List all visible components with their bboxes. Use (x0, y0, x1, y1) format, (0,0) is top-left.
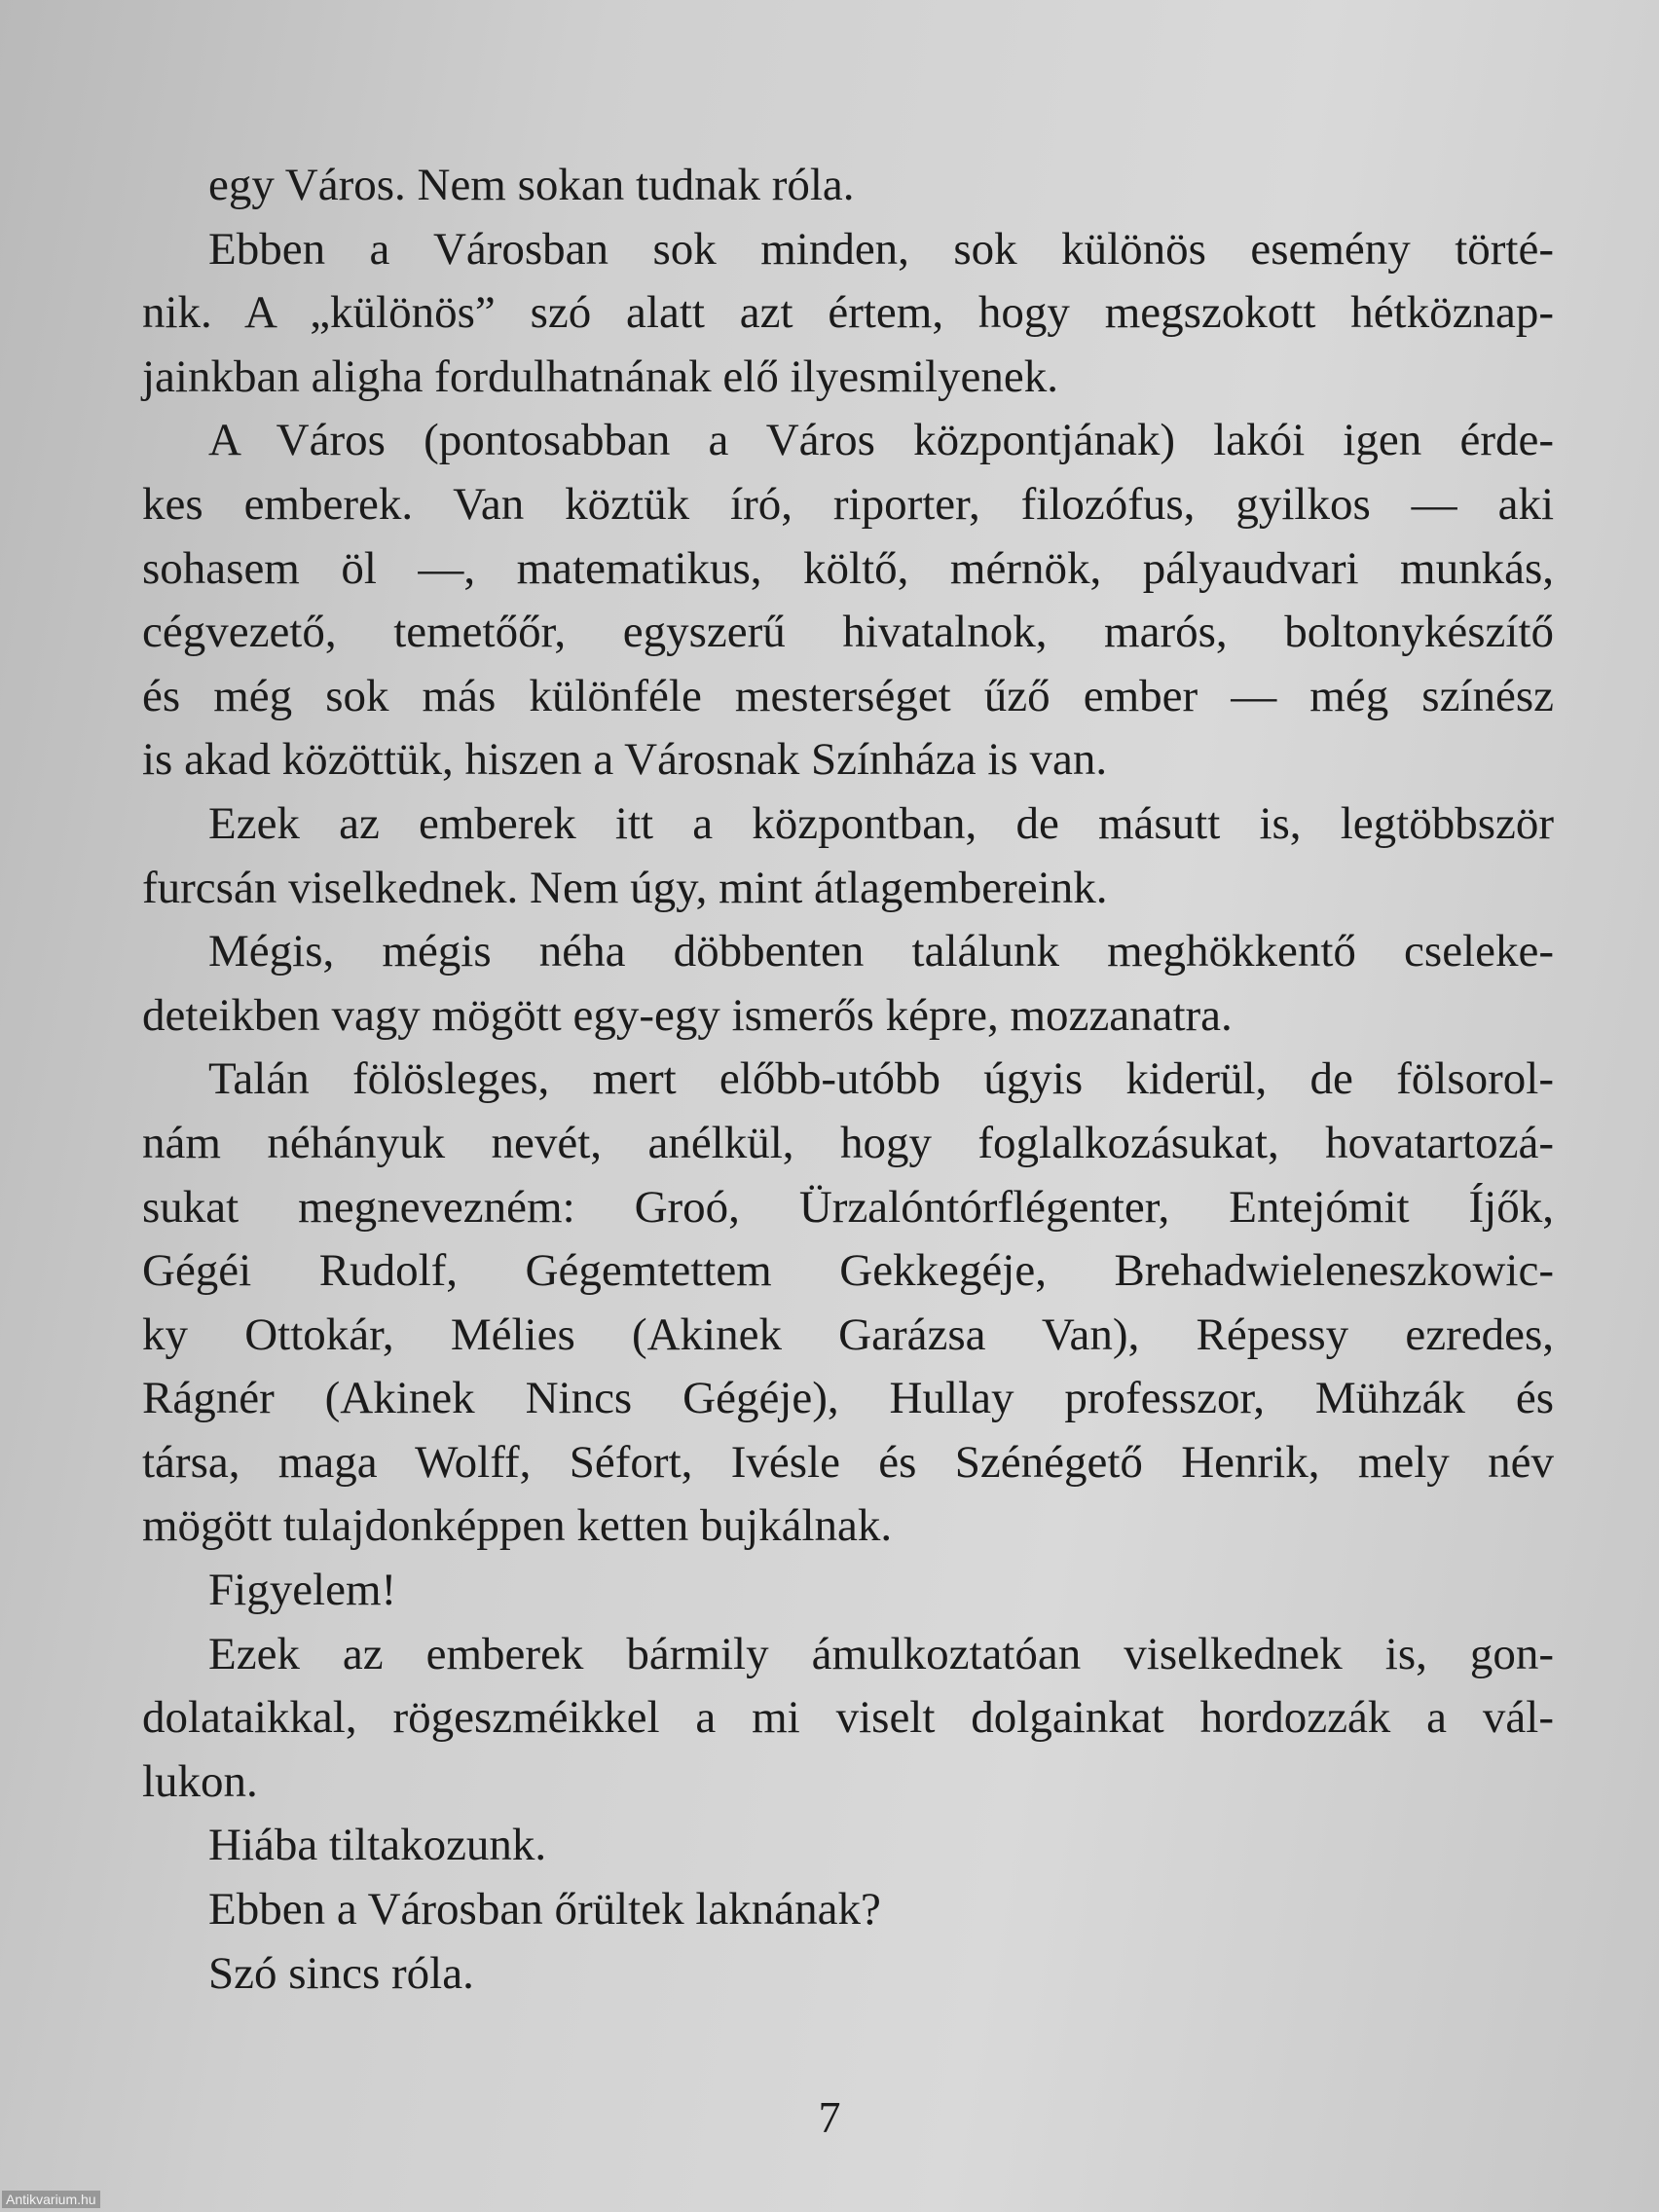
text-line: és még sok más különféle mesterséget űző ember — még színész (142, 670, 1554, 721)
text-line: deteikben vagy mögött egy-egy ismerős képre, mozzanatra. (142, 989, 1233, 1041)
body-text (142, 154, 1554, 2006)
text-line: Ebben a Városban sok minden, sok különös esemény törté- (208, 223, 1554, 275)
text-line: Ezek az emberek bármily ámulkoztatóan viselkednek is, gon- (208, 1628, 1554, 1679)
text-line: lukon. (142, 1755, 258, 1807)
text-line: nám néhányuk nevét, anélkül, hogy foglalkozásukat, hovatartozá- (142, 1117, 1554, 1168)
text-line: sohasem öl —, matematikus, költő, mérnök, pályaudvari munkás, (142, 542, 1554, 594)
text-line: jainkban aligha fordulhatnának elő ilyesmilyenek. (142, 350, 1059, 402)
text-line: dolataikkal, rögeszméikkel a mi viselt dolgainkat hordozzák a vál- (142, 1692, 1554, 1744)
text-line: nik. A „különös” szó alatt azt értem, hogy megszokott hétköznap- (142, 287, 1554, 339)
text-line: A Város (pontosabban a Város központjának) lakói igen érde- (208, 415, 1554, 466)
text-line: Rágnér (Akinek Nincs Gégéje), Hullay professzor, Mühzák és (142, 1373, 1554, 1424)
text-line: Ebben a Városban őrültek laknának? (208, 1884, 881, 1936)
text-line: furcsán viselkednek. Nem úgy, mint átlagembereink. (142, 862, 1108, 913)
text-line: Figyelem! (208, 1565, 397, 1616)
text-line: kes emberek. Van köztük író, riporter, filozófus, gyilkos — aki (142, 478, 1554, 530)
page-number: 7 (818, 2092, 841, 2142)
text-line: cégvezető, temetőőr, egyszerű hivatalnok, marós, boltonykészítő (142, 607, 1554, 658)
text-line: sukat megnevezném: Groó, Ürzalóntórflégenter, Entejómit Íjők, (142, 1181, 1554, 1233)
text-line: Ezek az emberek itt a központban, de másutt is, legtöbbször (208, 797, 1554, 849)
text-line: Gégéi Rudolf, Gégemtettem Gekkegéje, Brehadwieleneszkowic- (142, 1245, 1554, 1297)
watermark: Antikvarium.hu (2, 2191, 100, 2208)
text-line: egy Város. Nem sokan tudnak róla. (208, 160, 855, 210)
text-line: Hiába tiltakozunk. (208, 1820, 547, 1871)
text-line: Szó sincs róla. (208, 1947, 474, 1999)
text-line: társa, maga Wolff, Séfort, Ivésle és Szénégető Henrik, mely név (142, 1436, 1554, 1488)
text-line: is akad közöttük, hiszen a Városnak Színháza is van. (142, 734, 1108, 786)
text-line: mögött tulajdonképpen ketten bujkálnak. (142, 1500, 893, 1552)
text-line: ky Ottokár, Mélies (Akinek Garázsa Van), Répessy ezredes, (142, 1309, 1554, 1360)
text-line: Mégis, mégis néha döbbenten találunk meghökkentő cseleke- (208, 926, 1554, 977)
text-line: Talán fölösleges, mert előbb-utóbb úgyis kiderül, de fölsorol- (208, 1053, 1554, 1105)
